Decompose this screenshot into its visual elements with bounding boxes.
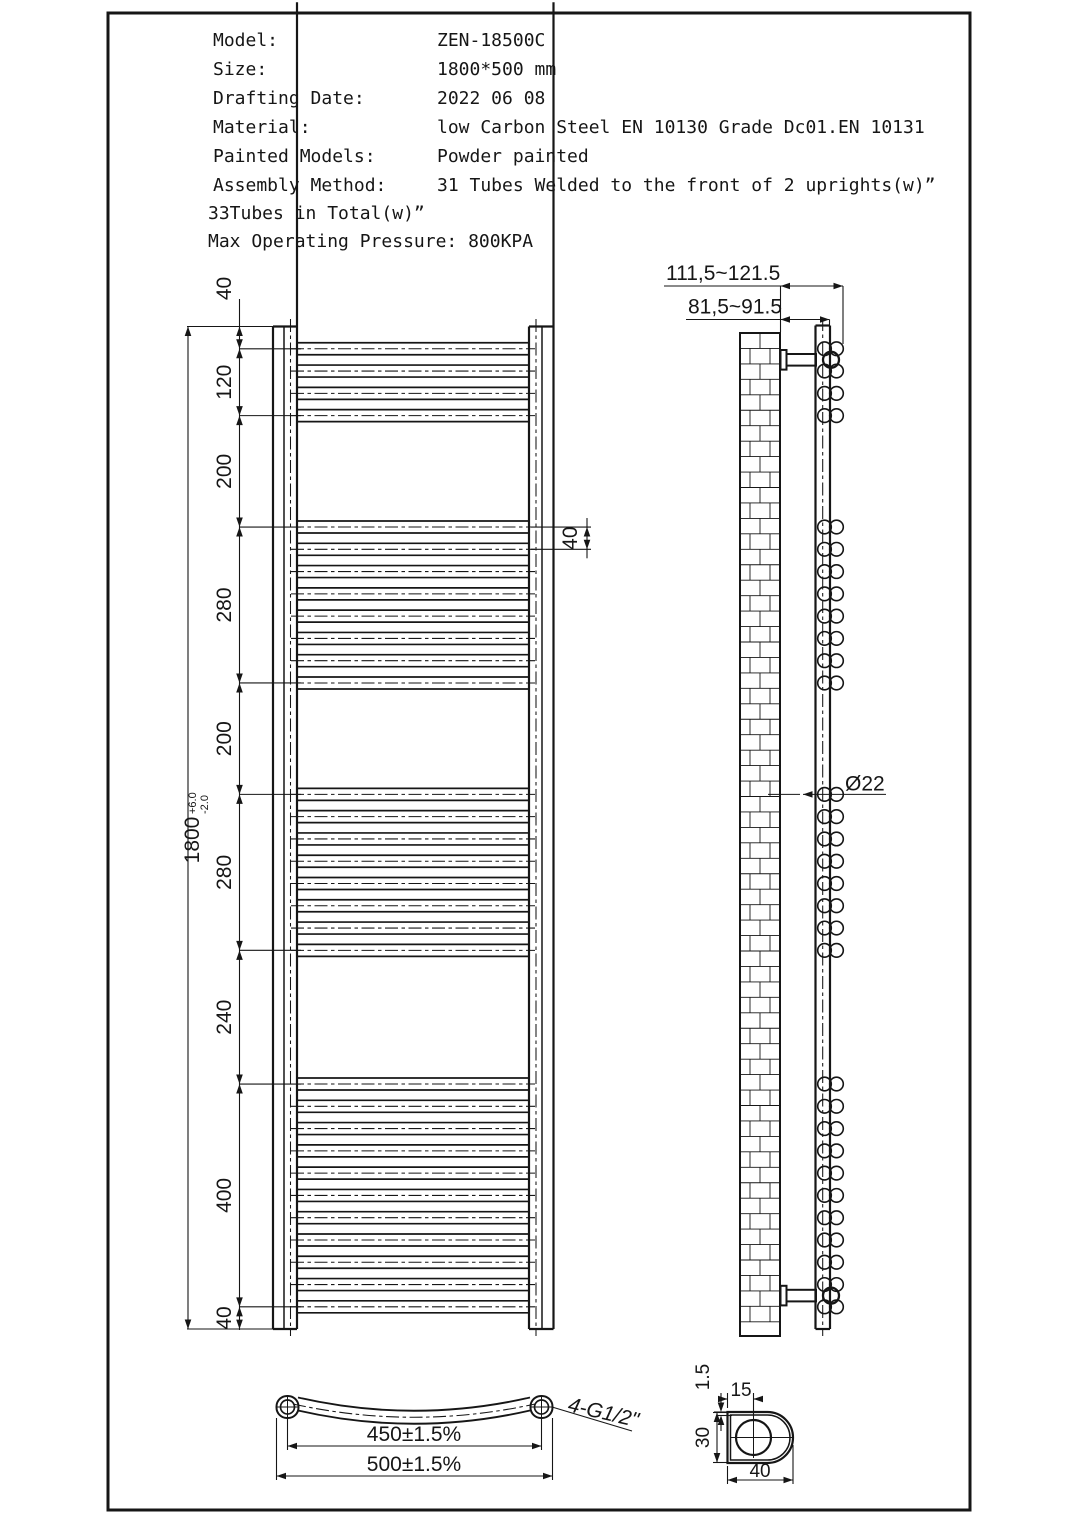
- spec-value: ZEN-18500C: [437, 30, 546, 51]
- side-view: [781, 318, 844, 1336]
- spec-block: [108, 14, 970, 254]
- overall-height-label: [181, 792, 211, 863]
- side-dimensions: [664, 262, 886, 798]
- spec-label: Material:: [213, 117, 311, 138]
- tolerance-minus: -2.0: [199, 795, 211, 814]
- hole-centers-dim: 450±1.5%: [366, 1423, 462, 1446]
- chain-dim-label: 40: [213, 1306, 236, 1330]
- overall-width-dim: 500±1.5%: [366, 1453, 462, 1476]
- detail-width-dim: 40: [749, 1461, 771, 1482]
- chain-dim-label: 400: [213, 1177, 236, 1213]
- wall-to-tube-dim: 111,5~121.5: [666, 262, 781, 285]
- chain-dim-label: 280: [213, 854, 236, 890]
- wall-hatch: [740, 333, 780, 1336]
- thread-spec-label: 4-G1/2": [565, 1393, 641, 1432]
- spec-label: Drafting Date:: [213, 88, 365, 109]
- chain-dim-label: 120: [213, 364, 236, 400]
- spec-value: 31 Tubes Welded to the front of 2 uprights(w)”: [437, 175, 936, 196]
- detail-depth-dim: 30: [693, 1426, 714, 1449]
- overall-height-value: 1800: [181, 816, 204, 864]
- spec-label: Painted Models:: [213, 146, 376, 167]
- tube-pitch-label: 40: [559, 526, 582, 550]
- spec-label: Model:: [213, 30, 279, 51]
- spec-value: 1800*500 mm: [437, 59, 557, 80]
- chain-dim-label: 280: [213, 587, 236, 623]
- spec-value: 2022 06 08: [437, 88, 546, 109]
- wall-to-upright-dim: 81,5~91.5: [688, 295, 783, 319]
- section-detail: [728, 1412, 794, 1463]
- chain-dim-label: 200: [213, 453, 236, 489]
- detail-thickness-dim: 1.5: [693, 1363, 714, 1391]
- tolerance-plus: +6.0: [187, 792, 199, 814]
- detail-offset-dim: 15: [730, 1380, 752, 1401]
- spec-value: low Carbon Steel EN 10130 Grade Dc01.EN 10131: [437, 117, 925, 138]
- bottom-view: [277, 1396, 553, 1424]
- spec-note: 33Tubes in Total(w)”: [208, 203, 425, 224]
- spec-value: Powder painted: [437, 146, 589, 167]
- chain-dim-label: 200: [213, 721, 236, 757]
- bottom-dimensions: [277, 1393, 643, 1480]
- spec-note: Max Operating Pressure: 800KPA: [208, 231, 534, 252]
- chain-dim-label: 240: [213, 999, 236, 1035]
- chain-dim-label: 40: [213, 276, 236, 301]
- spec-label: Size:: [213, 59, 268, 80]
- spec-label: Assembly Method:: [213, 175, 387, 196]
- tube-diameter-label: Ø22: [845, 772, 885, 796]
